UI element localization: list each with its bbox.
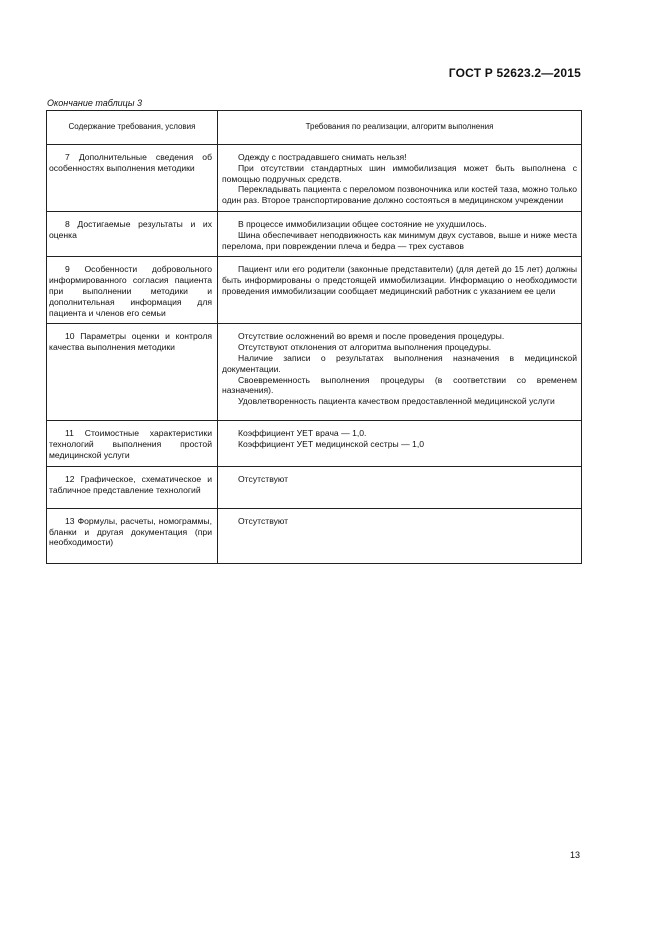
row-text: В процессе иммобилизации общее состояние не ухудшилось. bbox=[238, 218, 487, 229]
row-text: Отсутствуют bbox=[238, 473, 289, 484]
row-text: При отсутствии стандартных шин иммобилизация может быть выполнена с помощью подручных средств. bbox=[222, 162, 577, 184]
table-row bbox=[47, 508, 582, 563]
row-text: Удовлетворенность пациента качеством предоставленной медицинской услуги bbox=[238, 396, 555, 407]
row-text: Отсутствуют отклонения от алгоритма выполнения процедуры. bbox=[238, 342, 492, 353]
row-text: Одежду с пострадавшего снимать нельзя! bbox=[238, 152, 407, 162]
row-requirement: 10 Параметры оценки и контроля качества выполнения методики bbox=[49, 331, 212, 353]
row-text: Отсутствие осложнений во время и после проведения процедуры. bbox=[238, 331, 505, 342]
row-requirement: 8 Достигаемые результаты и их оценка bbox=[49, 218, 212, 240]
table-row bbox=[47, 466, 582, 508]
table-row bbox=[47, 145, 582, 212]
table-caption: Окончание таблицы 3 bbox=[47, 98, 142, 108]
row-text: Наличие записи о результатах выполнения назначения в медицинской документации. bbox=[222, 352, 577, 374]
row-requirement: 7 Дополнительные сведения об особенностях выполнения методики bbox=[49, 152, 212, 173]
table-row bbox=[47, 211, 582, 256]
row-requirement: 13 Формулы, расчеты, номограммы, бланки и другая документация (при необходимости) bbox=[49, 515, 212, 548]
row-text: Отсутствуют bbox=[238, 515, 289, 526]
row-text: Коэффициент УЕТ врача — 1,0. bbox=[238, 428, 367, 439]
row-text: Своевременность выполнения процедуры (в соответствии со временем назначения). bbox=[222, 374, 577, 396]
row-text: Коэффициент УЕТ медицинской сестры — 1,0 bbox=[238, 439, 424, 450]
row-text: Шина обеспечивает неподвижность как минимум двух суставов, выше и ниже места перелома, при повреждении плеча и бедра — трех суставов bbox=[222, 229, 577, 251]
table-row bbox=[47, 324, 582, 421]
table-row bbox=[47, 257, 582, 324]
column-header-requirement: Содержание требования, условия bbox=[47, 111, 218, 145]
row-requirement: 12 Графическое, схематическое и табличное представление технологий bbox=[49, 473, 212, 495]
row-requirement: 9 Особенности добровольного информированного согласия пациента при выполнении методики и дополнительная информация для пациента и членов его семьи bbox=[49, 264, 212, 318]
requirements-table bbox=[46, 110, 582, 564]
table-row bbox=[47, 421, 582, 466]
row-text: Перекладывать пациента с переломом позвоночника или костей таза, можно только один раз. Второе транспортирование должно состояться в медицинском учреждении bbox=[222, 184, 577, 206]
document-code: ГОСТ Р 52623.2—2015 bbox=[448, 66, 581, 80]
page-number: 13 bbox=[570, 850, 581, 860]
row-requirement: 11 Стоимостные характеристики технологий выполнения простой медицинской услуги bbox=[49, 428, 212, 460]
table-header-row bbox=[47, 111, 582, 145]
column-header-algorithm: Требования по реализации, алгоритм выполнения bbox=[218, 111, 582, 145]
row-text: Пациент или его родители (законные представители) (для детей до 15 лет) должны быть информированы о предстоящей иммобилизации. Информацию о необходимости проведения иммобилизации сообщает медицинский работник с указанием ее цели bbox=[222, 264, 577, 296]
